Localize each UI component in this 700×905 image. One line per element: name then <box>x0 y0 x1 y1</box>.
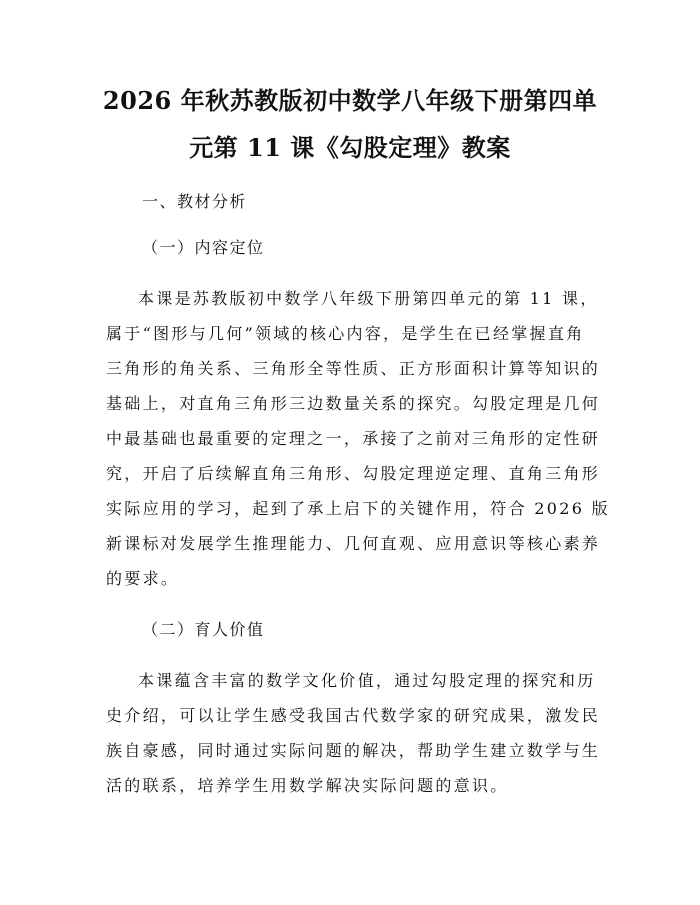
paragraph-line: 实际应用的学习，起到了承上启下的关键作用，符合 2026 版 <box>106 499 610 518</box>
paragraph-line: 本课是苏教版初中数学八年级下册第四单元的第 11 课， <box>138 289 599 308</box>
paragraph-line: 族自豪感，同时通过实际问题的解决，帮助学生建立数学与生 <box>106 741 601 760</box>
paragraph-line: 史介绍，可以让学生感受我国古代数学家的研究成果，激发民 <box>106 706 601 725</box>
document-title-line-1: 2026 年秋苏教版初中数学八年级下册第四单 <box>102 86 598 115</box>
paragraph-line: 中最基础也最重要的定理之一，承接了之前对三角形的定性研 <box>106 429 601 448</box>
subsection-heading-educational-value: （二）育人价值 <box>142 620 265 639</box>
paragraph-line: 新课标对发展学生推理能力、几何直观、应用意识等核心素养 <box>106 534 601 553</box>
subsection-heading-content-positioning: （一）内容定位 <box>142 238 265 257</box>
paragraph-line: 的要求。 <box>106 569 180 588</box>
paragraph-line: 究，开启了后续解直角三角形、勾股定理逆定理、直角三角形 <box>106 464 601 483</box>
paragraph-line: 属于“图形与几何”领域的核心内容，是学生在已经掌握直角 <box>106 324 585 343</box>
paragraph-line: 三角形的角关系、三角形全等性质、正方形面积计算等知识的 <box>106 359 601 378</box>
document-title-line-2: 元第 11 课《勾股定理》教案 <box>189 133 511 162</box>
paragraph-line: 本课蕴含丰富的数学文化价值，通过勾股定理的探究和历 <box>138 671 596 690</box>
paragraph-line: 基础上，对直角三角形三边数量关系的探究。勾股定理是几何 <box>106 394 601 413</box>
paragraph-line: 活的联系，培养学生用数学解决实际问题的意识。 <box>106 776 509 795</box>
section-heading-textbook-analysis: 一、教材分析 <box>142 192 248 211</box>
